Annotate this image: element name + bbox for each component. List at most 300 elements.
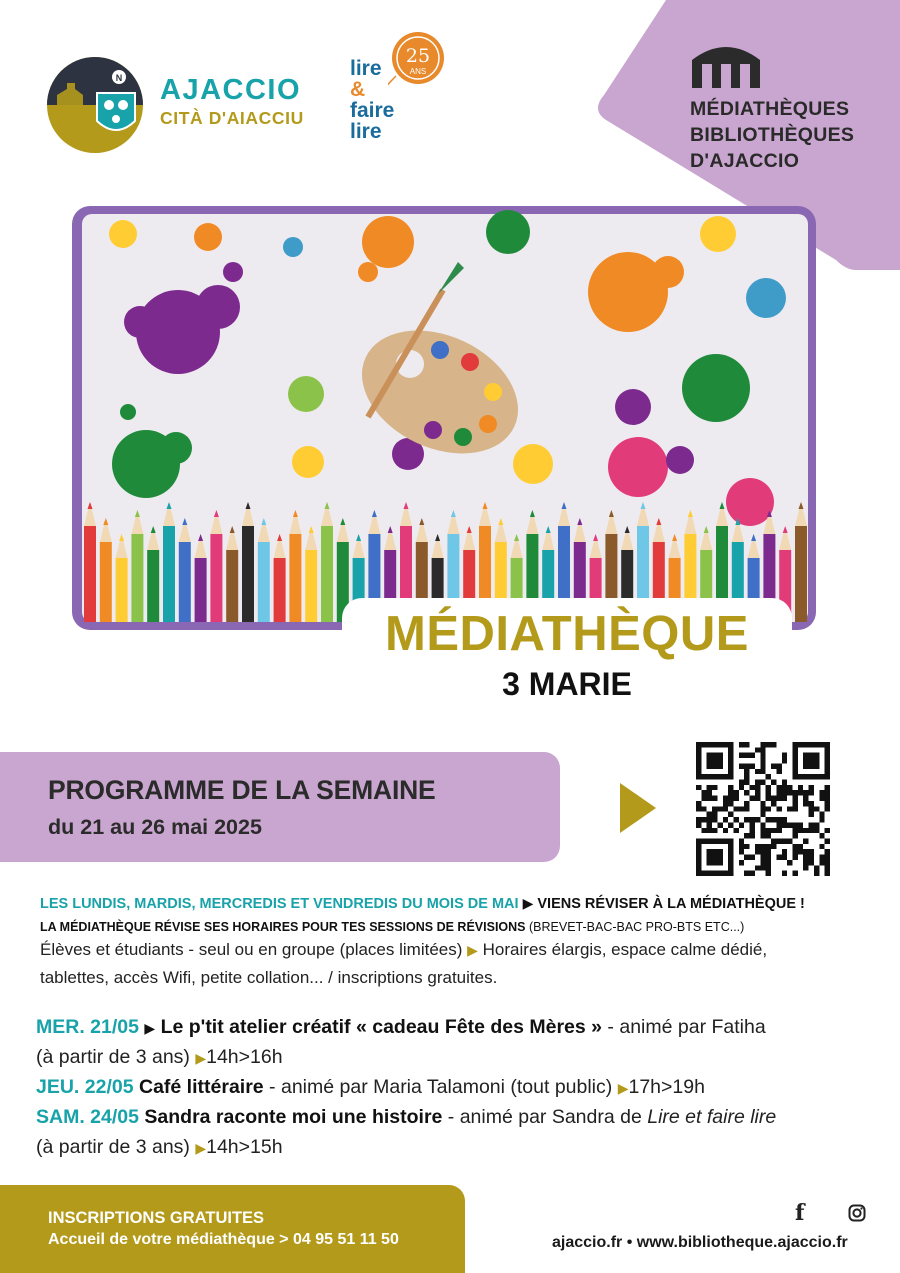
qr-module bbox=[819, 790, 824, 795]
qr-module bbox=[717, 838, 722, 843]
qr-module bbox=[696, 838, 701, 843]
qr-module bbox=[760, 758, 765, 763]
qr-module bbox=[825, 774, 830, 779]
qr-module bbox=[728, 801, 733, 806]
qr-module bbox=[814, 828, 819, 833]
lire-et-faire-lire-logo bbox=[350, 58, 394, 142]
qr-module bbox=[744, 844, 749, 849]
qr-module bbox=[707, 828, 712, 833]
qr-module bbox=[728, 758, 733, 763]
footer-websites[interactable]: ajaccio.fr • www.bibliotheque.ajaccio.fr bbox=[552, 1234, 848, 1251]
qr-module bbox=[766, 796, 771, 801]
qr-module bbox=[744, 801, 749, 806]
qr-module bbox=[712, 763, 717, 768]
qr-module bbox=[739, 860, 744, 865]
programme-banner bbox=[0, 752, 560, 862]
qr-module bbox=[750, 817, 755, 822]
footer-contact: Accueil de votre médiathèque > 04 95 51 11 50 bbox=[48, 1231, 399, 1248]
qr-module bbox=[728, 865, 733, 870]
qr-module bbox=[707, 812, 712, 817]
revision-details-line-1 bbox=[40, 940, 767, 960]
event-row bbox=[36, 1076, 705, 1099]
qr-module bbox=[707, 817, 712, 822]
qr-module bbox=[712, 817, 717, 822]
qr-module bbox=[825, 855, 830, 860]
revision-exams: (BREVET-BAC-BAC PRO-BTS ETC...) bbox=[529, 920, 745, 934]
qr-module bbox=[787, 806, 792, 811]
revision-subheadline bbox=[40, 920, 744, 934]
qr-module bbox=[701, 817, 706, 822]
qr-module bbox=[819, 796, 824, 801]
qr-module bbox=[750, 785, 755, 790]
event-row bbox=[36, 1016, 766, 1039]
qr-module bbox=[760, 844, 765, 849]
qr-module bbox=[712, 774, 717, 779]
qr-module bbox=[825, 790, 830, 795]
qr-module bbox=[712, 785, 717, 790]
qr-code-icon[interactable] bbox=[696, 742, 830, 876]
qr-module bbox=[825, 871, 830, 876]
qr-module bbox=[782, 855, 787, 860]
qr-module bbox=[809, 785, 814, 790]
qr-module bbox=[776, 769, 781, 774]
footer-banner bbox=[0, 1185, 465, 1273]
qr-module bbox=[787, 822, 792, 827]
mediatheques-logo-text bbox=[690, 96, 854, 174]
qr-module bbox=[750, 753, 755, 758]
qr-module bbox=[739, 742, 744, 747]
qr-module bbox=[723, 796, 728, 801]
qr-module bbox=[744, 742, 749, 747]
qr-module bbox=[760, 769, 765, 774]
qr-module bbox=[798, 774, 803, 779]
qr-module bbox=[744, 871, 749, 876]
bullet-arrow-icon: ▶ bbox=[617, 1080, 629, 1096]
qr-module bbox=[825, 865, 830, 870]
qr-module bbox=[734, 828, 739, 833]
qr-module bbox=[792, 790, 797, 795]
qr-module bbox=[717, 774, 722, 779]
qr-module bbox=[707, 790, 712, 795]
qr-module bbox=[755, 747, 760, 752]
qr-module bbox=[776, 838, 781, 843]
qr-module bbox=[798, 742, 803, 747]
qr-module bbox=[728, 838, 733, 843]
qr-module bbox=[825, 860, 830, 865]
svg-text:N: N bbox=[115, 73, 123, 83]
qr-module bbox=[792, 849, 797, 854]
qr-module bbox=[776, 828, 781, 833]
qr-module bbox=[776, 763, 781, 768]
pencil-body bbox=[131, 534, 143, 622]
pencil-body bbox=[163, 526, 175, 622]
qr-module bbox=[771, 796, 776, 801]
qr-module bbox=[707, 763, 712, 768]
qr-module bbox=[744, 763, 749, 768]
qr-module bbox=[792, 833, 797, 838]
qr-module bbox=[750, 871, 755, 876]
qr-module bbox=[750, 828, 755, 833]
qr-module bbox=[707, 774, 712, 779]
qr-module bbox=[766, 855, 771, 860]
qr-module bbox=[809, 828, 814, 833]
qr-module bbox=[776, 855, 781, 860]
qr-module bbox=[771, 844, 776, 849]
qr-module bbox=[776, 785, 781, 790]
qr-module bbox=[803, 796, 808, 801]
qr-module bbox=[803, 774, 808, 779]
qr-module bbox=[701, 871, 706, 876]
qr-module bbox=[792, 747, 797, 752]
qr-module bbox=[707, 753, 712, 758]
qr-module bbox=[825, 769, 830, 774]
qr-module bbox=[755, 849, 760, 854]
qr-module bbox=[696, 806, 701, 811]
qr-module bbox=[734, 817, 739, 822]
qr-module bbox=[760, 833, 765, 838]
paint-splash-illustration bbox=[68, 202, 820, 634]
qr-module bbox=[814, 758, 819, 763]
qr-module bbox=[755, 769, 760, 774]
qr-module bbox=[771, 801, 776, 806]
event-title: Café littéraire bbox=[139, 1076, 264, 1098]
qr-module bbox=[712, 812, 717, 817]
logo-word-lire: lire bbox=[350, 57, 382, 80]
qr-module bbox=[696, 860, 701, 865]
qr-module bbox=[707, 860, 712, 865]
qr-module bbox=[782, 780, 787, 785]
page-subtitle: 3 MARIE bbox=[502, 666, 632, 702]
qr-module bbox=[792, 828, 797, 833]
qr-module bbox=[819, 833, 824, 838]
event-row-continued bbox=[36, 1136, 283, 1159]
qr-module bbox=[803, 763, 808, 768]
qr-module bbox=[712, 753, 717, 758]
pencil-body bbox=[242, 526, 254, 622]
qr-module bbox=[803, 849, 808, 854]
qr-module bbox=[771, 838, 776, 843]
qr-module bbox=[782, 790, 787, 795]
qr-module bbox=[717, 763, 722, 768]
qr-module bbox=[809, 763, 814, 768]
qr-module bbox=[766, 742, 771, 747]
qr-module bbox=[760, 855, 765, 860]
pencil-body bbox=[116, 558, 128, 622]
qr-module bbox=[728, 849, 733, 854]
qr-module bbox=[771, 828, 776, 833]
qr-module bbox=[707, 838, 712, 843]
qr-module bbox=[792, 753, 797, 758]
event-detail: - animé par Maria Talamoni (tout public) bbox=[263, 1076, 613, 1098]
pencil-body bbox=[84, 526, 96, 622]
qr-module bbox=[739, 785, 744, 790]
qr-module bbox=[712, 828, 717, 833]
event-title: Le p'tit atelier créatif « cadeau Fête des Mères » bbox=[160, 1016, 603, 1038]
qr-module bbox=[792, 796, 797, 801]
event-time: 14h>15h bbox=[206, 1136, 283, 1158]
qr-module bbox=[707, 796, 712, 801]
qr-module bbox=[825, 828, 830, 833]
qr-module bbox=[717, 855, 722, 860]
qr-module bbox=[701, 828, 706, 833]
qr-module bbox=[728, 742, 733, 747]
qr-module bbox=[803, 758, 808, 763]
qr-module bbox=[819, 812, 824, 817]
qr-module bbox=[771, 763, 776, 768]
revision-perks: Horaires élargis, espace calme dédié, bbox=[482, 940, 768, 959]
qr-module bbox=[809, 812, 814, 817]
qr-module bbox=[819, 860, 824, 865]
anniversary-badge-icon bbox=[388, 30, 448, 90]
badge-unit: ANS bbox=[409, 67, 427, 76]
qr-module bbox=[782, 796, 787, 801]
qr-module bbox=[750, 822, 755, 827]
qr-module bbox=[792, 871, 797, 876]
qr-module bbox=[728, 763, 733, 768]
qr-module bbox=[825, 753, 830, 758]
qr-module bbox=[723, 871, 728, 876]
qr-module bbox=[766, 849, 771, 854]
qr-module bbox=[798, 844, 803, 849]
qr-module bbox=[782, 822, 787, 827]
qr-module bbox=[734, 790, 739, 795]
qr-module bbox=[803, 790, 808, 795]
qr-module bbox=[809, 774, 814, 779]
qr-module bbox=[819, 844, 824, 849]
qr-module bbox=[792, 822, 797, 827]
qr-module bbox=[696, 844, 701, 849]
qr-module bbox=[771, 780, 776, 785]
qr-module bbox=[712, 849, 717, 854]
qr-module bbox=[712, 838, 717, 843]
event-audience: (à partir de 3 ans) bbox=[36, 1046, 190, 1068]
qr-module bbox=[809, 849, 814, 854]
qr-module bbox=[760, 763, 765, 768]
qr-module bbox=[755, 790, 760, 795]
qr-module bbox=[728, 855, 733, 860]
bullet-arrow-icon: ▶ bbox=[195, 1050, 207, 1066]
qr-module bbox=[744, 817, 749, 822]
qr-module bbox=[776, 796, 781, 801]
qr-module bbox=[755, 865, 760, 870]
qr-module bbox=[776, 806, 781, 811]
event-detail: - animé par Sandra de bbox=[442, 1106, 648, 1128]
qr-module bbox=[696, 742, 701, 747]
qr-module bbox=[696, 822, 701, 827]
qr-module bbox=[707, 758, 712, 763]
qr-module bbox=[792, 844, 797, 849]
qr-module bbox=[728, 769, 733, 774]
qr-module bbox=[739, 822, 744, 827]
pencil-body bbox=[289, 534, 301, 622]
qr-module bbox=[782, 758, 787, 763]
qr-module bbox=[728, 860, 733, 865]
qr-module bbox=[760, 753, 765, 758]
qr-module bbox=[744, 753, 749, 758]
pencil-body bbox=[147, 550, 159, 622]
qr-module bbox=[728, 785, 733, 790]
qr-module bbox=[734, 806, 739, 811]
qr-module bbox=[809, 753, 814, 758]
qr-module bbox=[723, 838, 728, 843]
city-name: AJACCIO bbox=[160, 74, 302, 106]
bullet-arrow-icon: ▶ bbox=[467, 942, 478, 958]
revision-days: LES LUNDIS, MARDIS, MERCREDIS ET VENDREDIS DU MOIS DE MAI bbox=[40, 896, 519, 912]
event-day: MER. 21/05 bbox=[36, 1016, 139, 1038]
qr-module bbox=[707, 785, 712, 790]
qr-module bbox=[825, 785, 830, 790]
qr-module bbox=[798, 849, 803, 854]
pencil-body bbox=[179, 542, 191, 622]
qr-module bbox=[803, 801, 808, 806]
qr-module bbox=[825, 838, 830, 843]
event-day: JEU. 22/05 bbox=[36, 1076, 134, 1098]
bullet-arrow-icon: ▶ bbox=[522, 895, 534, 911]
pencil-body bbox=[258, 542, 270, 622]
qr-module bbox=[803, 828, 808, 833]
qr-module bbox=[776, 817, 781, 822]
event-audience: (à partir de 3 ans) bbox=[36, 1136, 190, 1158]
qr-module bbox=[728, 844, 733, 849]
qr-module bbox=[728, 796, 733, 801]
qr-module bbox=[707, 822, 712, 827]
qr-module bbox=[792, 855, 797, 860]
qr-module bbox=[825, 742, 830, 747]
event-row-continued bbox=[36, 1046, 283, 1069]
pencil-body bbox=[195, 558, 207, 622]
qr-module bbox=[696, 769, 701, 774]
qr-module bbox=[723, 801, 728, 806]
qr-module bbox=[728, 753, 733, 758]
qr-module bbox=[696, 785, 701, 790]
mediatheques-line-1: MÉDIATHÈQUES bbox=[690, 98, 850, 120]
qr-module bbox=[739, 763, 744, 768]
qr-module bbox=[766, 817, 771, 822]
qr-module bbox=[728, 747, 733, 752]
qr-module bbox=[803, 865, 808, 870]
qr-module bbox=[744, 790, 749, 795]
play-arrow-icon bbox=[620, 783, 656, 833]
pencil-body bbox=[274, 558, 286, 622]
qr-module bbox=[696, 865, 701, 870]
mediatheques-line-2: BIBLIOTHÈQUES bbox=[690, 124, 855, 146]
qr-module bbox=[766, 806, 771, 811]
qr-module bbox=[782, 817, 787, 822]
revision-callout: VIENS RÉVISER À LA MÉDIATHÈQUE ! bbox=[537, 896, 805, 912]
qr-module bbox=[766, 774, 771, 779]
qr-module bbox=[814, 822, 819, 827]
qr-module bbox=[712, 871, 717, 876]
qr-module bbox=[766, 833, 771, 838]
qr-module bbox=[787, 838, 792, 843]
qr-module bbox=[712, 742, 717, 747]
qr-module bbox=[717, 822, 722, 827]
event-time: 14h>16h bbox=[206, 1046, 283, 1068]
qr-module bbox=[696, 758, 701, 763]
qr-module bbox=[803, 838, 808, 843]
qr-module bbox=[723, 828, 728, 833]
facebook-icon[interactable]: f bbox=[795, 1200, 805, 1226]
pencil-body bbox=[305, 550, 317, 622]
qr-module bbox=[825, 806, 830, 811]
qr-module bbox=[760, 822, 765, 827]
qr-module bbox=[696, 855, 701, 860]
city-coat-of-arms-icon bbox=[45, 55, 145, 155]
qr-module bbox=[776, 822, 781, 827]
qr-module bbox=[750, 833, 755, 838]
qr-module bbox=[814, 753, 819, 758]
qr-module bbox=[803, 860, 808, 865]
qr-module bbox=[819, 855, 824, 860]
revision-hours-note: LA MÉDIATHÈQUE RÉVISE SES HORAIRES POUR TES SESSIONS DE RÉVISIONS bbox=[40, 920, 526, 934]
qr-module bbox=[723, 817, 728, 822]
qr-module bbox=[782, 753, 787, 758]
logo-word-lire-2: lire bbox=[350, 120, 382, 143]
qr-module bbox=[809, 758, 814, 763]
qr-module bbox=[701, 774, 706, 779]
qr-module bbox=[760, 865, 765, 870]
qr-module bbox=[787, 785, 792, 790]
qr-module bbox=[819, 774, 824, 779]
qr-module bbox=[728, 790, 733, 795]
qr-module bbox=[825, 801, 830, 806]
qr-module bbox=[712, 806, 717, 811]
event-detail: - animé par Fatiha bbox=[602, 1016, 766, 1038]
qr-module bbox=[798, 785, 803, 790]
qr-module bbox=[739, 806, 744, 811]
qr-module bbox=[825, 763, 830, 768]
qr-module bbox=[760, 860, 765, 865]
qr-module bbox=[750, 796, 755, 801]
qr-module bbox=[814, 806, 819, 811]
qr-module bbox=[760, 849, 765, 854]
qr-module bbox=[755, 785, 760, 790]
event-time: 17h>19h bbox=[628, 1076, 705, 1098]
qr-module bbox=[760, 801, 765, 806]
qr-module bbox=[696, 817, 701, 822]
city-subtitle: CITÀ D'AIACCIU bbox=[160, 108, 304, 128]
qr-module bbox=[701, 790, 706, 795]
qr-module bbox=[760, 806, 765, 811]
qr-module bbox=[750, 763, 755, 768]
qr-module bbox=[701, 742, 706, 747]
qr-module bbox=[750, 855, 755, 860]
qr-module bbox=[739, 838, 744, 843]
instagram-icon[interactable] bbox=[848, 1204, 866, 1222]
qr-module bbox=[809, 790, 814, 795]
qr-module bbox=[782, 849, 787, 854]
qr-module bbox=[728, 871, 733, 876]
qr-module bbox=[755, 780, 760, 785]
qr-module bbox=[755, 844, 760, 849]
programme-title: PROGRAMME DE LA SEMAINE bbox=[48, 775, 436, 805]
event-day: SAM. 24/05 bbox=[36, 1106, 139, 1128]
mediatheques-line-3: D'AJACCIO bbox=[690, 150, 800, 172]
qr-module bbox=[814, 871, 819, 876]
qr-module bbox=[760, 780, 765, 785]
qr-module bbox=[782, 838, 787, 843]
page-title: MÉDIATHÈQUE bbox=[385, 607, 749, 661]
qr-module bbox=[696, 801, 701, 806]
qr-module bbox=[776, 790, 781, 795]
qr-module bbox=[744, 833, 749, 838]
qr-module bbox=[803, 742, 808, 747]
event-row bbox=[36, 1106, 776, 1129]
qr-module bbox=[723, 774, 728, 779]
qr-module bbox=[782, 871, 787, 876]
qr-module bbox=[766, 844, 771, 849]
qr-module bbox=[809, 806, 814, 811]
